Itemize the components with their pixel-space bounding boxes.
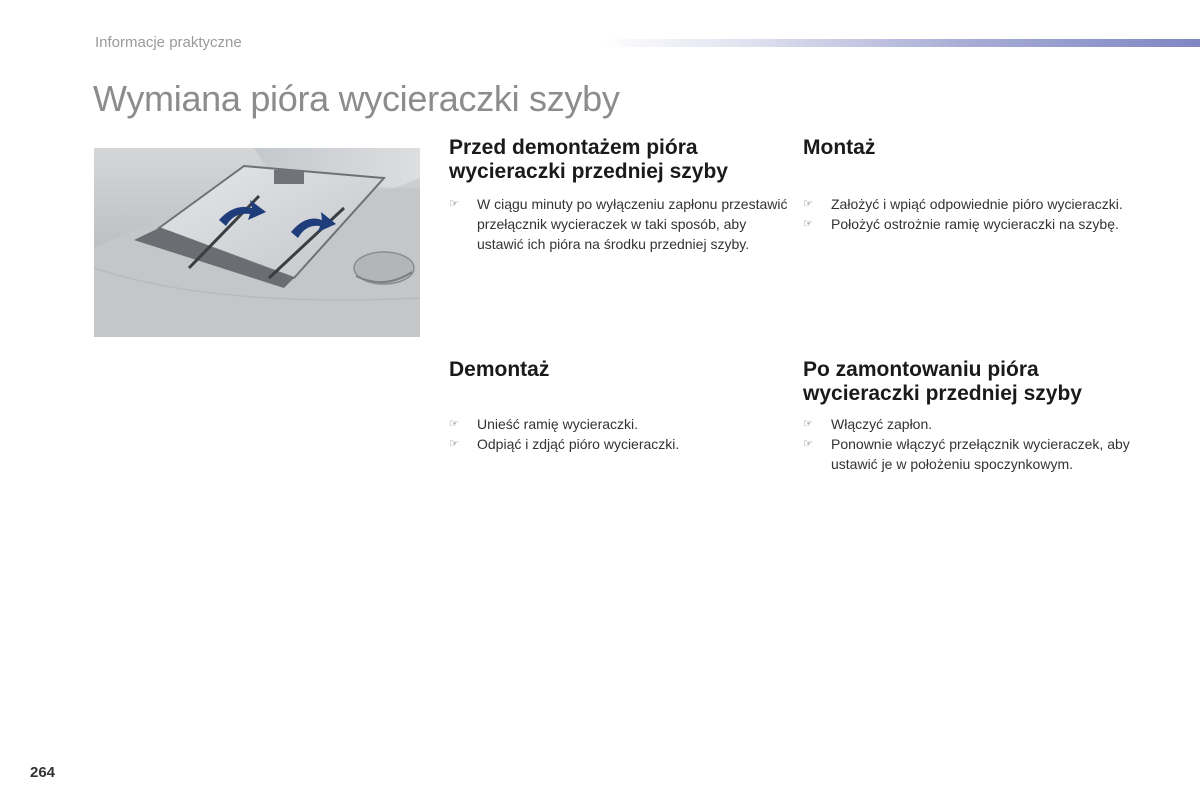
- list-item: [449, 414, 794, 434]
- section-mounting: [803, 136, 1148, 234]
- section-before-removal: [449, 136, 794, 254]
- section-removal: [449, 358, 794, 454]
- instruction-text: Ponownie włączyć przełącznik wycieraczek, aby ustawić je w położeniu spoczynkowym.: [831, 436, 1130, 472]
- instruction-text: Włączyć zapłon.: [831, 416, 933, 432]
- instruction-text: Odpiąć i zdjąć pióro wycieraczki.: [477, 436, 680, 452]
- pointing-hand-icon: ☞: [803, 218, 813, 230]
- section-label: Informacje praktyczne: [95, 34, 242, 51]
- windscreen-wiper-illustration: [94, 148, 420, 337]
- instruction-list: [449, 414, 794, 454]
- page-title: Wymiana pióra wycieraczki szyby: [93, 78, 620, 119]
- instruction-text: Założyć i wpiąć odpowiednie pióro wycieraczki.: [831, 196, 1123, 212]
- header-accent-bar: [600, 39, 1200, 47]
- section-title: Demontaż: [449, 358, 550, 381]
- instruction-text: W ciągu minuty po wyłączeniu zapłonu przestawić przełącznik wycieraczek w taki sposób, aby ustawić ich pióra na środku przedniej szyby.: [477, 196, 788, 252]
- section-title: Montaż: [803, 136, 876, 159]
- pointing-hand-icon: ☞: [803, 438, 813, 450]
- section-after-mounting: [803, 358, 1148, 474]
- pointing-hand-icon: ☞: [449, 418, 459, 430]
- pointing-hand-icon: ☞: [449, 438, 459, 450]
- instruction-text: Unieść ramię wycieraczki.: [477, 416, 639, 432]
- instruction-list: [449, 194, 794, 254]
- page-number: 264: [30, 764, 56, 781]
- instruction-text: Położyć ostrożnie ramię wycieraczki na szybę.: [831, 216, 1119, 232]
- list-item: [803, 214, 1148, 234]
- instruction-list: [803, 414, 1148, 474]
- pointing-hand-icon: ☞: [803, 418, 813, 430]
- list-item: [803, 434, 1148, 474]
- section-title: Przed demontażem pióra wycieraczki przedniej szyby: [449, 136, 728, 183]
- pointing-hand-icon: ☞: [449, 198, 459, 210]
- list-item: [449, 434, 794, 454]
- list-item: [803, 194, 1148, 214]
- pointing-hand-icon: ☞: [803, 198, 813, 210]
- instruction-list: [803, 194, 1148, 234]
- list-item: [449, 194, 794, 254]
- section-title: Po zamontowaniu pióra wycieraczki przedniej szyby: [803, 358, 1082, 405]
- list-item: [803, 414, 1148, 434]
